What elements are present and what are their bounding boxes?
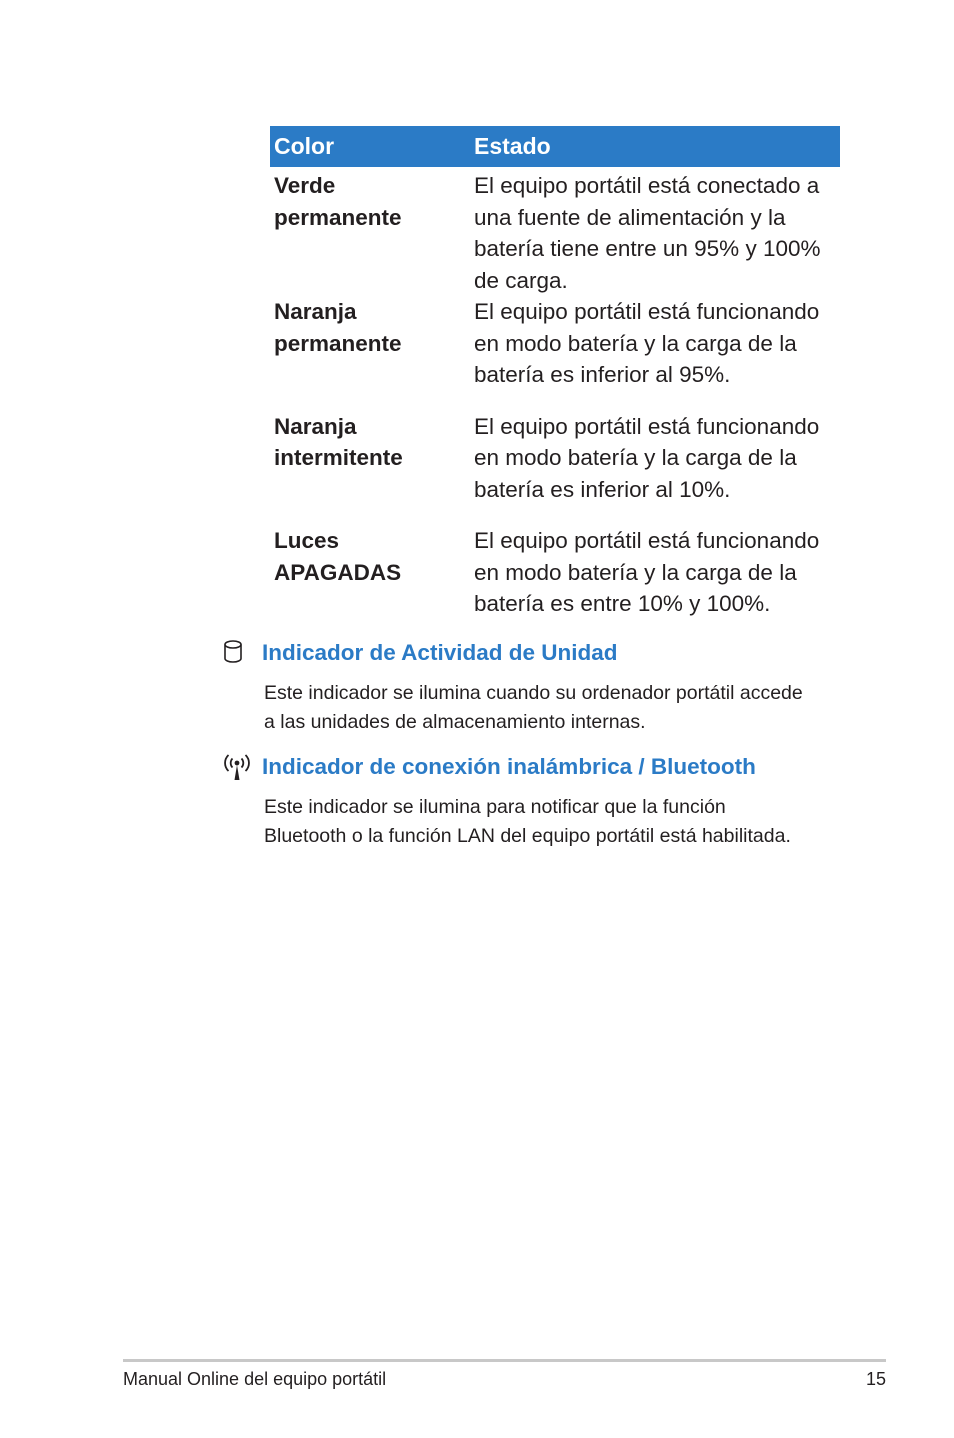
drive-activity-icon bbox=[222, 638, 252, 668]
table-row bbox=[270, 525, 840, 620]
section-body: Este indicador se ilumina cuando su ordenador portátil accede a las unidades de almacenamiento internas. bbox=[264, 682, 803, 733]
section-body: Este indicador se ilumina para notificar que la función Bluetooth o la función LAN del equipo portátil está habilitada. bbox=[264, 796, 791, 847]
wireless-section bbox=[222, 752, 822, 850]
header-state: Estado bbox=[470, 126, 840, 167]
row-color: Naranja intermitente bbox=[274, 413, 403, 470]
drive-activity-section bbox=[222, 638, 822, 736]
table-row bbox=[270, 411, 840, 526]
battery-status-table bbox=[270, 126, 840, 620]
row-color: Luces APAGADAS bbox=[274, 528, 402, 585]
section-heading bbox=[222, 752, 822, 782]
section-heading bbox=[222, 638, 822, 668]
section-title: Indicador de conexión inalámbrica / Bluetooth bbox=[262, 754, 756, 779]
row-state: El equipo portátil está funcionando en modo batería y la carga de la batería es inferior al 10%. bbox=[474, 413, 820, 502]
footer-title: Manual Online del equipo portátil bbox=[123, 1369, 387, 1389]
footer-divider bbox=[123, 1359, 886, 1362]
row-color: Naranja permanente bbox=[274, 299, 402, 356]
wireless-icon bbox=[222, 752, 252, 782]
page-number: 15 bbox=[865, 1369, 886, 1389]
table-row bbox=[270, 167, 840, 296]
row-state: El equipo portátil está funcionando en modo batería y la carga de la batería es entre 10% y 100%. bbox=[474, 528, 820, 616]
row-state: El equipo portátil está conectado a una fuente de alimentación y la batería tiene entre un 95% y 100% de carga. bbox=[474, 173, 821, 293]
header-color: Color bbox=[270, 126, 470, 167]
row-state: El equipo portátil está funcionando en modo batería y la carga de la batería es inferior al 95%. bbox=[474, 299, 820, 387]
table-header-row bbox=[270, 126, 840, 167]
row-color: Verde permanente bbox=[274, 173, 402, 230]
table-row bbox=[270, 296, 840, 411]
section-title: Indicador de Actividad de Unidad bbox=[262, 640, 618, 665]
